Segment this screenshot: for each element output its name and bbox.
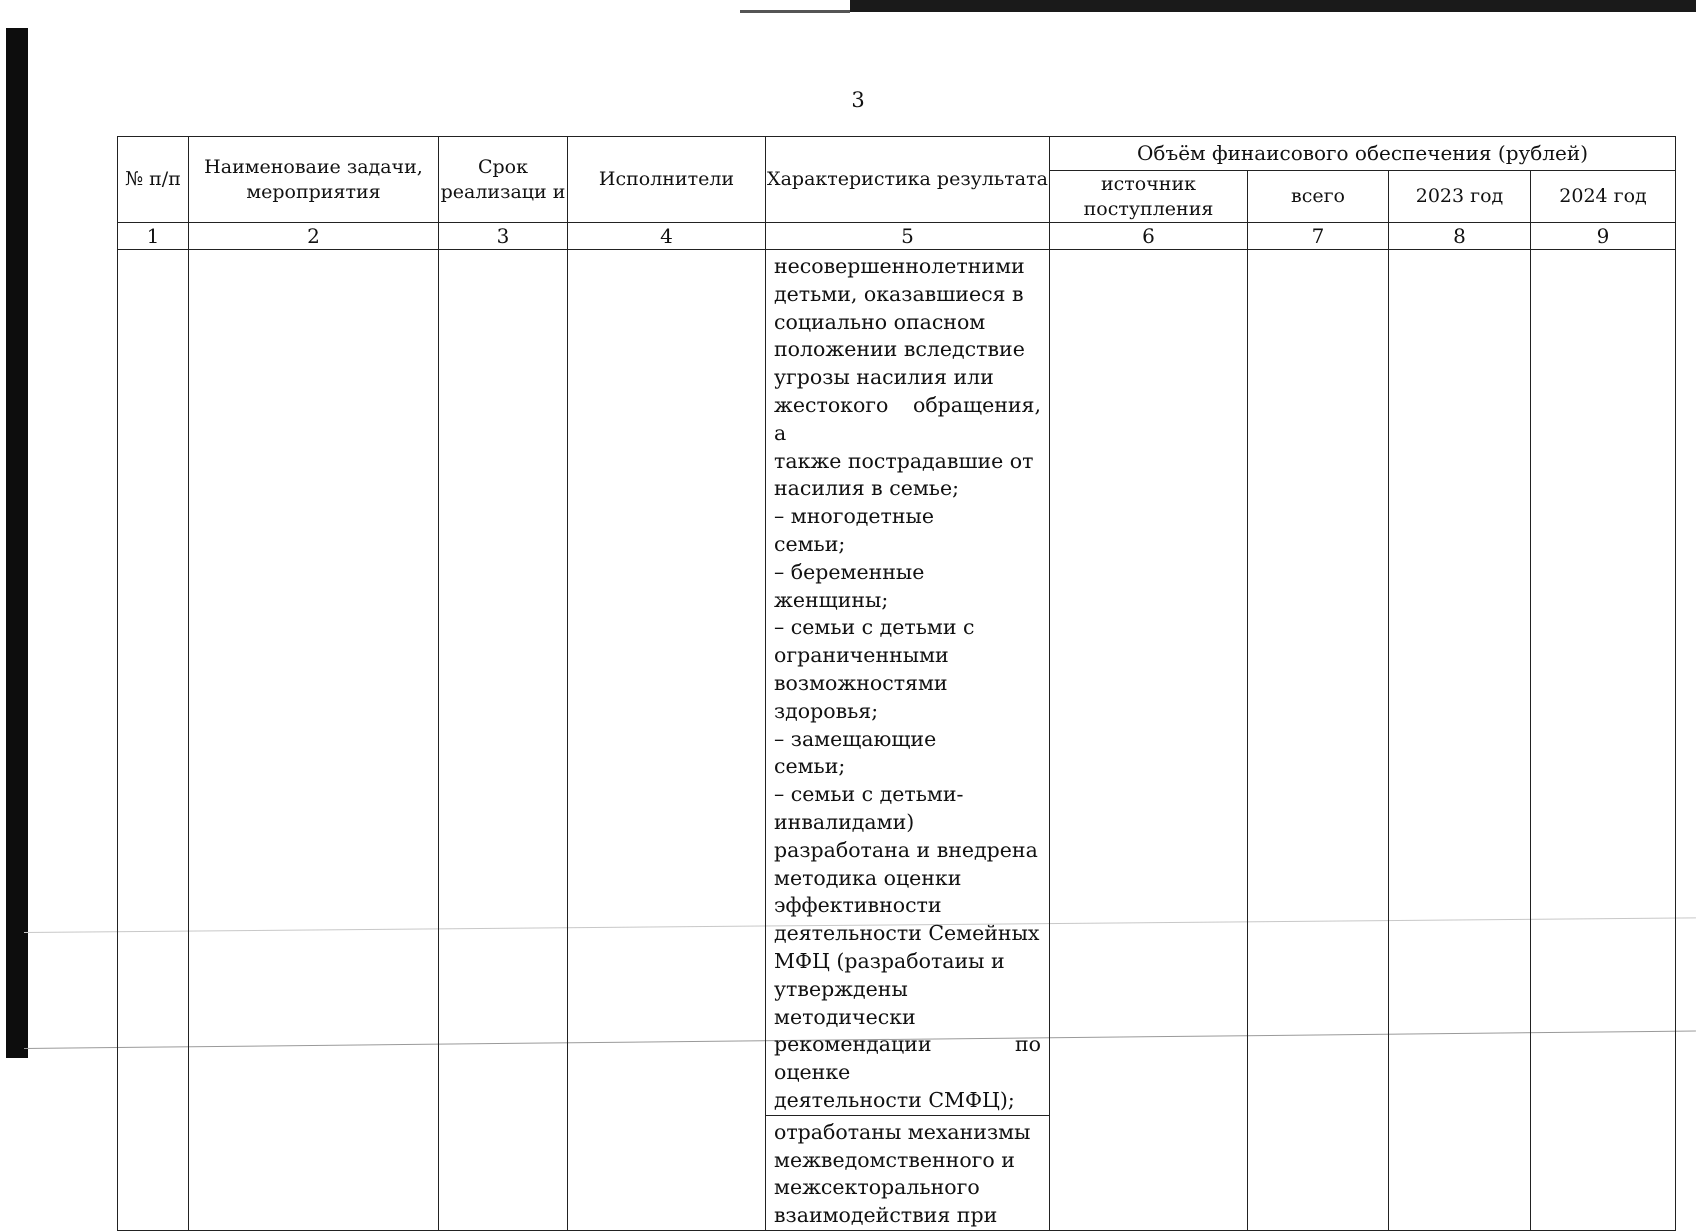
characteristic-line: возможностями xyxy=(774,670,948,695)
characteristic-line: эффективности xyxy=(774,893,942,918)
cell-characteristic xyxy=(766,250,1050,1231)
characteristic-line: МФЦ (разработаиы и xyxy=(774,948,1005,973)
characteristic-line: – семьи с детьми- xyxy=(774,782,964,807)
characteristic-line: ограниченными xyxy=(774,643,949,668)
characteristic-line: взаимодействия при xyxy=(774,1203,998,1228)
characteristic-line: – беременные xyxy=(774,559,925,584)
scan-top-edge xyxy=(850,0,1696,12)
characteristic-line: семьи; xyxy=(774,531,846,556)
characteristic-line: инвалидами) xyxy=(774,809,915,834)
characteristic-line: методика оценки xyxy=(774,865,962,890)
cell-num-empty xyxy=(118,250,189,1231)
cell-source-empty xyxy=(1050,250,1248,1231)
characteristic-line: угрозы насилия или xyxy=(774,365,994,390)
characteristic-line: здоровья; xyxy=(774,698,879,723)
header-2023: 2023 год xyxy=(1389,171,1531,223)
column-number: 5 xyxy=(766,223,1050,250)
column-number: 6 xyxy=(1050,223,1248,250)
characteristic-text xyxy=(766,250,1049,1115)
column-number: 8 xyxy=(1389,223,1531,250)
characteristic-line: деятельности СМФЦ); xyxy=(774,1087,1015,1112)
characteristic-line: также пострадавшие от xyxy=(774,448,1034,473)
scan-top-edge-thin xyxy=(740,10,850,13)
finance-table xyxy=(117,136,1676,1231)
characteristic-line: детьми, оказавшиеся в xyxy=(774,281,1024,306)
header-finance-group: Объём финаисового обеспечения (рублей) xyxy=(1050,137,1676,171)
characteristic-line: разработана и внедрена xyxy=(774,837,1038,862)
page-number: 3 xyxy=(851,88,865,112)
cell-name-empty xyxy=(189,250,439,1231)
column-number: 4 xyxy=(568,223,766,250)
characteristic-line: – семьи с детьми с xyxy=(774,615,975,640)
column-number: 1 xyxy=(118,223,189,250)
characteristic-line: – многодетные xyxy=(774,504,935,529)
column-number: 2 xyxy=(189,223,439,250)
characteristic-line: межведомственного и xyxy=(774,1147,1015,1172)
cell-total-empty xyxy=(1248,250,1389,1231)
column-number: 9 xyxy=(1531,223,1676,250)
scan-left-edge xyxy=(6,28,28,1058)
cell-term-empty xyxy=(439,250,568,1231)
header-source: источник поступления xyxy=(1050,171,1248,223)
characteristic-line: – замещающие xyxy=(774,726,937,751)
header-2024: 2024 год xyxy=(1531,171,1676,223)
characteristic-text-continued xyxy=(766,1116,1049,1230)
header-characteristic: Характеристика результата xyxy=(766,137,1050,223)
cell-executors-empty xyxy=(568,250,766,1231)
characteristic-line: утверждены методически xyxy=(774,976,916,1029)
header-num: № п/п xyxy=(118,137,189,223)
header-name: Наименоваие задачи, мероприятия xyxy=(189,137,439,223)
characteristic-line: отработаны механизмы xyxy=(774,1119,1031,1144)
characteristic-line: межсекторального xyxy=(774,1175,980,1200)
characteristic-line: насилия в семье; xyxy=(774,476,959,501)
header-term: Срок реализаци и xyxy=(439,137,568,223)
characteristic-line: жестокого обращения, а xyxy=(774,392,1041,445)
column-number: 7 xyxy=(1248,223,1389,250)
characteristic-line: женщины; xyxy=(774,587,889,612)
characteristic-line: несовершеннолетними xyxy=(774,254,1025,278)
cell-2024-empty xyxy=(1531,250,1676,1231)
cell-2023-empty xyxy=(1389,250,1531,1231)
header-executors: Исполнители xyxy=(568,137,766,223)
header-total: всего xyxy=(1248,171,1389,223)
characteristic-line: семьи; xyxy=(774,754,846,779)
characteristic-line: рекомендации по оценке xyxy=(774,1032,1041,1085)
column-number: 3 xyxy=(439,223,568,250)
characteristic-line: деятельности Семейных xyxy=(774,921,1040,946)
characteristic-line: социально опасном xyxy=(774,309,986,334)
characteristic-line: положении вследствие xyxy=(774,337,1025,362)
